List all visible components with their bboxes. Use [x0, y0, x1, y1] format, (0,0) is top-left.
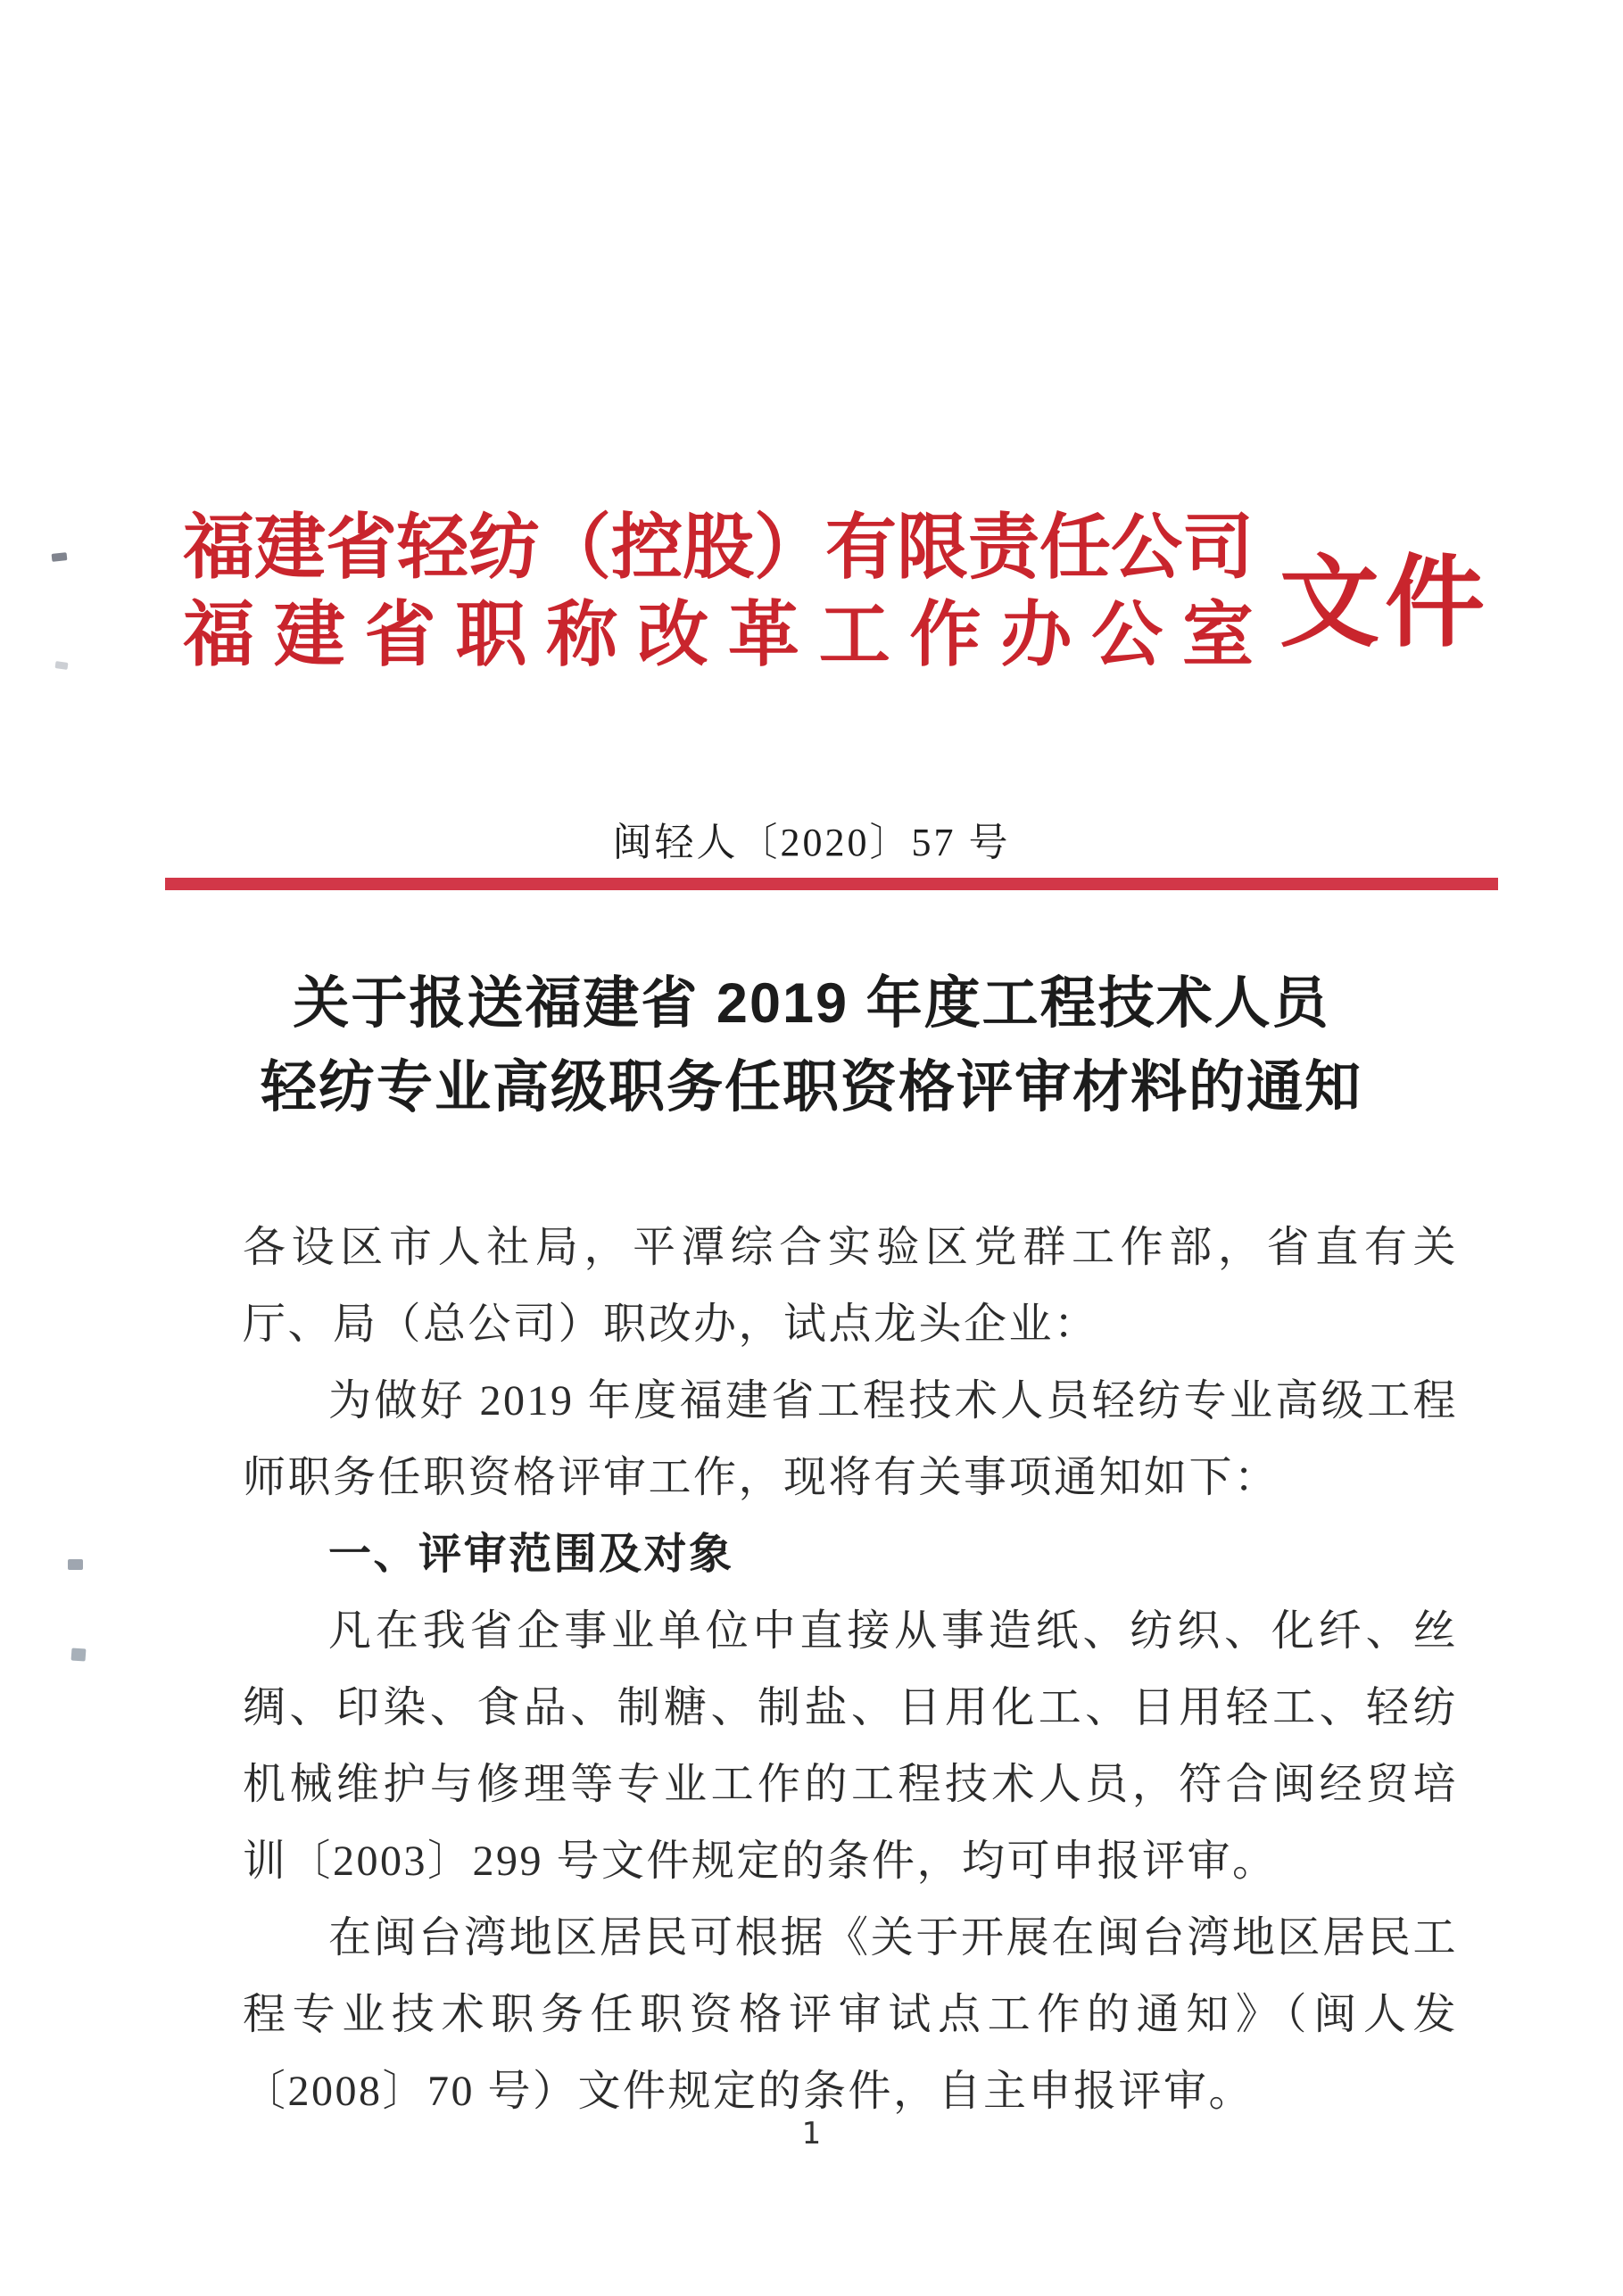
section1-heading: 一、评审范围及对象 [328, 1531, 734, 1578]
section1-paragraph2: 在闽台湾地区居民可根据《关于开展在闽台湾地区居民工程专业技术职务任职资格评审试点工作的通知》（闽人发〔2008〕70 号）文件规定的条件，自主申报评审。 [243, 1914, 1458, 2115]
issuing-org-names [183, 505, 1254, 680]
scan-artifact [71, 1648, 87, 1661]
scan-artifact [68, 1559, 83, 1570]
scan-artifact [55, 661, 69, 670]
section1-paragraph1: 凡在我省企事业单位中直接从事造纸、纺织、化纤、丝绸、印染、食品、制糖、制盐、日用化工、日用轻工、轻纺机械维护与修理等专业工作的工程技术人员，符合闽经贸培训〔2003〕299 号文件规定的条件，均可申报评审。 [243, 1607, 1458, 1885]
document-body [243, 1210, 1458, 2130]
intro-paragraph: 为做好 2019 年度福建省工程技术人员轻纺专业高级工程师职务任职资格评审工作，现将有关事项通知如下： [243, 1377, 1458, 1501]
document-title-line1: 关于报送福建省 2019 年度工程技术人员 [293, 972, 1330, 1035]
letterhead [183, 505, 1490, 680]
page-footer [0, 2116, 1623, 2151]
document-title-line2: 轻纺专业高级职务任职资格评审材料的通知 [261, 1056, 1362, 1119]
doc-number: 闽轻人〔2020〕57 号 [612, 821, 1011, 864]
salutation-paragraph: 各设区市人社局，平潭综合实验区党群工作部，省直有关厅、局（总公司）职改办，试点龙头企业： [243, 1224, 1458, 1348]
doc-type-label: 文件 [1279, 549, 1490, 659]
document-title [0, 962, 1623, 1129]
red-divider-rule [165, 878, 1498, 890]
page-number: 1 [801, 2116, 822, 2151]
scan-artifact [52, 552, 68, 562]
org-name-line2: 福建省职称改革工作办公室 [183, 597, 1254, 675]
org-name-line1: 福建省轻纺（控股）有限责任公司 [183, 509, 1254, 588]
